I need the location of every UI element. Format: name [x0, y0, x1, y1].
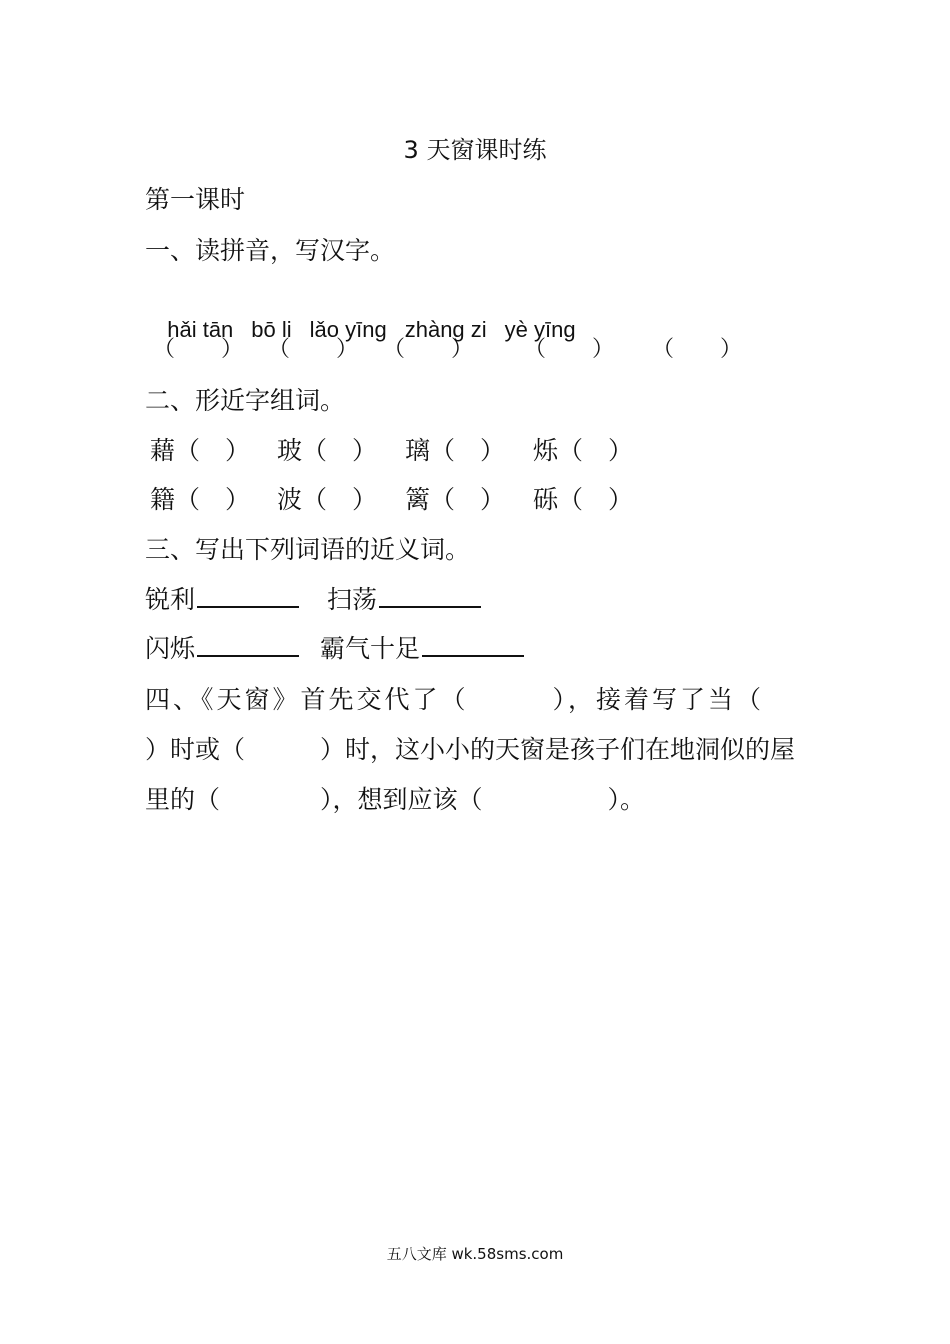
answer-blank[interactable] [422, 633, 524, 657]
pinyin-item: bō li [251, 317, 292, 342]
char-item: 篱（ ） [405, 485, 506, 514]
synonym-item: 霸气十足 [320, 633, 524, 665]
answer-blank[interactable] [197, 584, 299, 608]
char-item: 玻（ ） [277, 436, 378, 465]
char-item: 烁（ ） [533, 436, 634, 465]
q4-line: ）时或（ ）时，这小小的天窗是孩子们在地洞似的屋 [145, 735, 796, 764]
synonym-item: 扫荡 [327, 584, 481, 616]
pinyin-item: hǎi tān [167, 317, 234, 342]
q3-heading: 三、写出下列词语的近义词。 [145, 535, 471, 564]
pinyin-item: zhàng zi [404, 317, 487, 342]
answer-blank[interactable] [197, 633, 299, 657]
pinyin-item: lǎo yīng [309, 317, 387, 342]
page-title: 3 天窗课时练 [403, 136, 547, 164]
q2-heading: 二、形近字组词。 [145, 386, 346, 415]
q4-line: 里的（ ），想到应该（ ）。 [145, 785, 646, 814]
char-item: 波（ ） [277, 485, 378, 514]
char-item: 砾（ ） [533, 485, 634, 514]
synonym-item: 闪烁 [145, 633, 299, 665]
q4-line: 四、《天窗》首先交代了（ ），接着写了当（ [145, 685, 765, 714]
char-item: 籍（ ） [150, 485, 251, 514]
q1-heading: 一、读拼音，写汉字。 [145, 236, 396, 265]
lesson-label: 第一课时 [145, 185, 246, 214]
char-item: 藉（ ） [150, 436, 251, 465]
footer-source: 五八文库 wk.58sms.com [386, 1245, 564, 1263]
pinyin-item: yè yīng [504, 317, 576, 342]
synonym-item: 锐利 [145, 584, 299, 616]
char-item: 璃（ ） [405, 436, 506, 465]
answer-blank[interactable] [379, 584, 481, 608]
